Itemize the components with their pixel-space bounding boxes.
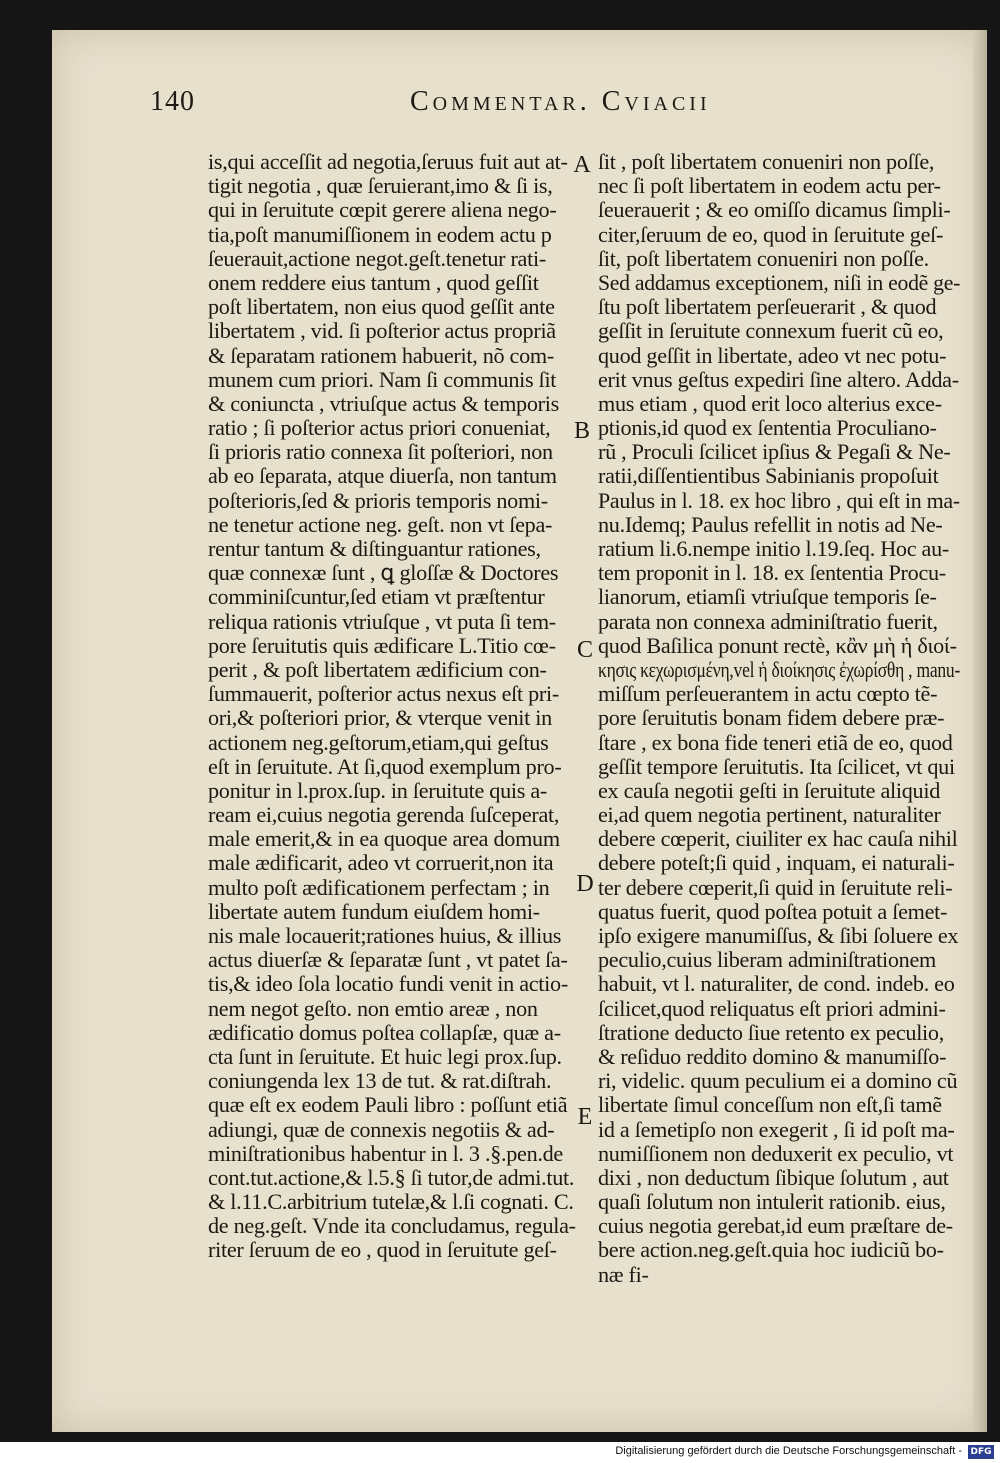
left-column-line: & l.11.C.arbitrium tutelæ,& l.ſi cognati. C. bbox=[208, 1190, 574, 1215]
left-column-line: reliqua rationis vtriuſque , vt puta ſi tem- bbox=[208, 609, 556, 634]
left-column-line: ne tenetur actione neg. geſt. non vt ſepa- bbox=[208, 512, 553, 537]
right-column-line: ſtare , ex bona fide teneri etiã de eo, quod bbox=[598, 730, 953, 755]
right-column-line: ipſo exigere manumiſſus, & ſibi ſoluere ex bbox=[598, 924, 959, 948]
margin-letter-c: C bbox=[576, 637, 593, 663]
left-column-line: tigit negotia , quæ ſeruierant,imo & ſi is, bbox=[208, 174, 553, 199]
left-column-line: coniungenda lex 13 de tut. & rat.diſtrah. bbox=[208, 1069, 552, 1094]
footer-bar bbox=[0, 1442, 1000, 1463]
left-column-line: eſt in ſeruitute. At ſi,quod exemplum pro- bbox=[208, 754, 562, 779]
left-column-line: male ædificarit, adeo vt corruerit,non ita bbox=[208, 851, 554, 876]
right-column-line: næ fi- bbox=[598, 1262, 649, 1287]
right-column-line: dixi , non deductum ſibique ſolutum , aut bbox=[598, 1165, 949, 1190]
left-column-line: actus diuerſæ & ſeparatæ ſunt , vt patet ſa- bbox=[208, 948, 568, 973]
left-column-line: ædificatio domus poſtea collapſæ, quæ a- bbox=[208, 1020, 561, 1045]
left-column-line: actionem neg.geſtorum,etiam,qui geſtus bbox=[208, 730, 549, 755]
left-column-line: tis,& ideo ſola locatio fundi venit in actio- bbox=[208, 972, 568, 997]
margin-letter-b: B bbox=[573, 418, 590, 444]
left-column-line: quæ connexæ ſunt , ꝗ gloſſæ & Doctores bbox=[208, 561, 559, 586]
left-column-line: riter ſeruum de eo , quod in ſeruitute geſ- bbox=[208, 1238, 557, 1263]
right-column-line: ptionis,id quod ex ſententia Proculiano- bbox=[598, 416, 937, 441]
left-column-line: perit , & poſt libertatem ædificium con- bbox=[208, 657, 547, 682]
right-column-line: ſtu poſt libertatem perſeuerarit , & quod bbox=[598, 295, 937, 320]
right-column-line: ri, videlic. quum peculium ei a domino cũ bbox=[598, 1069, 958, 1094]
right-column-line: quaſi ſolutum non intulerit rationib. eius, bbox=[598, 1190, 946, 1215]
running-title: Commentar. Cviacii bbox=[410, 86, 711, 117]
left-column-line: comminiſcuntur,ſed etiam vt præſtentur bbox=[208, 585, 545, 610]
left-column-line: multo poſt ædificationem perfectam ; in bbox=[208, 875, 550, 900]
right-column-line: pore ſeruitutis bonam fidem debere præ- bbox=[598, 706, 945, 731]
page-edge bbox=[973, 30, 987, 1432]
funding-notice: Digitalisierung gefördert durch die Deutsche Forschungsgemeinschaft - bbox=[615, 1445, 962, 1457]
left-column-line: rentur tantum & diſtinguantur rationes, bbox=[208, 537, 541, 561]
right-column-line: ſeuerauerit ; & eo omiſſo dicamus ſimpli- bbox=[598, 198, 951, 223]
right-column-line: ratii,diſſentientibus Sabinianis propoſuit bbox=[598, 464, 939, 489]
right-column-line: numiſſionem non deduxerit ex peculio, vt bbox=[598, 1141, 954, 1166]
right-column-line: ei,ad quem negotia pertinent, naturaliter bbox=[598, 803, 941, 828]
right-column-line: ſtratione deducto ſiue retento ex peculio, bbox=[598, 1020, 944, 1045]
left-column-line: pore ſeruitutis quis ædificare L.Titio cœ- bbox=[208, 633, 556, 658]
left-column-line: adiungi, quæ de connexis negotiis & ad- bbox=[208, 1117, 555, 1142]
right-column-line: lianorum, etiamſi vtriuſque temporis ſe- bbox=[598, 585, 937, 610]
right-column-line: nu.Idemq; Paulus refellit in notis ad Ne- bbox=[598, 512, 943, 537]
right-column-line: κησις κεχωρισμένη,vel ἡ διοίκησις ἐχωρίσθη , manu- bbox=[598, 657, 960, 682]
left-column-line: libertatem , vid. ſi poſterior actus propriã bbox=[208, 319, 556, 344]
right-column-line: quod Baſilica ponunt rectè, κἂν μὴ ἡ διοί- bbox=[598, 633, 957, 658]
left-column-line: miniſtrationibus habentur in l. 3 .§.pen.de bbox=[208, 1141, 563, 1166]
dfg-logo: DFG bbox=[968, 1445, 994, 1459]
left-column-line: cont.tut.actione,& l.5.§ ſi tutor,de admi.tut. bbox=[208, 1165, 575, 1190]
right-column-line: quatus fuerit, quod poſtea potuit a ſemet- bbox=[598, 899, 948, 924]
left-column-line: quæ eſt ex eodem Pauli libro : poſſunt etiã bbox=[208, 1093, 568, 1118]
right-column-line: geſſit tempore ſeruitutis. Ita ſcilicet, vt qui bbox=[598, 754, 955, 779]
left-column-line: is,qui acceſſit ad negotia,ſeruus fuit aut at- bbox=[208, 150, 568, 174]
right-column-line: geſſit in ſeruitute connexum fuerit cũ eo, bbox=[598, 319, 944, 344]
right-column-line: citer,ſeruum de eo, quod in ſeruitute geſ- bbox=[598, 222, 944, 247]
right-column-line: ſit, poſt libertatem conueniri non poſſe. bbox=[598, 246, 929, 271]
left-column-line: & coniuncta , vtriuſque actus & temporis bbox=[208, 391, 559, 416]
right-column-line: ex cauſa negotii geſti in ſeruitute aliquid bbox=[598, 778, 940, 803]
left-column-line: poſterioris,ſed & prioris temporis nomi- bbox=[208, 488, 548, 513]
right-column-line: ſcilicet,quod reliquatus eſt priori admini- bbox=[598, 996, 946, 1021]
left-column-line: poſt libertatem, non eius quod geſſit ante bbox=[208, 295, 555, 320]
left-column-line: qui in ſeruitute cœpit gerere aliena nego- bbox=[208, 198, 557, 223]
margin-letter-a: A bbox=[573, 152, 591, 178]
left-column-line: munem cum priori. Nam ſi communis ſit bbox=[208, 367, 557, 392]
margin-letter-d: D bbox=[576, 871, 594, 897]
left-column-line: ab eo ſeparata, atque diuerſa, non tantum bbox=[208, 464, 557, 489]
left-column-line: tia,poſt manumiſſionem in eodem actu p bbox=[208, 222, 552, 247]
right-text-column bbox=[598, 150, 960, 1287]
right-column-line: nec ſi poſt libertatem in eodem actu per- bbox=[598, 174, 941, 199]
right-column-line: Paulus in l. 18. ex hoc libro , qui eſt in ma- bbox=[598, 488, 960, 513]
left-column-line: ratio ; ſi poſterior actus priori conueniat, bbox=[208, 416, 551, 441]
left-column-line: onem reddere eius tantum , quod geſſit bbox=[208, 270, 539, 295]
right-column-line: habuit, vt l. naturaliter, de cond. indeb. eo bbox=[598, 972, 955, 997]
left-column-line: ori,& poſteriori prior, & vterque venit in bbox=[208, 706, 552, 731]
right-column-line: libertate ſimul conceſſum non eſt,ſi tamẽ bbox=[598, 1093, 942, 1118]
left-column-line: ponitur in l.prox.ſup. in ſeruitute quis a- bbox=[208, 778, 547, 803]
right-column-line: parata non connexa adminiſtratio fuerit, bbox=[598, 609, 938, 634]
left-column-line: & ſeparatam rationem habuerit, nõ com- bbox=[208, 343, 554, 368]
left-column-line: ſeuerauit,actione negot.geſt.tenetur rati- bbox=[208, 246, 546, 271]
right-column-line: cuius negotia gerebat,id eum præſtare de- bbox=[598, 1214, 953, 1239]
right-column-line: debere poteſt;ſi quid , inquam, ei naturali- bbox=[598, 851, 955, 876]
left-column-line: libertate autem fundum eiuſdem homi- bbox=[208, 899, 540, 924]
right-column-line: ratium li.6.nempe initio l.19.ſeq. Hoc au- bbox=[598, 537, 949, 561]
right-column-line: debere cœperit, ciuiliter ex hac cauſa nihil bbox=[598, 827, 958, 852]
left-column-line: ream ei,cuius negotia gerenda ſuſceperat, bbox=[208, 803, 560, 828]
right-column-line: Sed addamus exceptionem, niſi in eodẽ ge- bbox=[598, 270, 960, 295]
right-column-line: miſſum perſeuerantem in actu cœpto tẽ- bbox=[598, 682, 938, 707]
right-column-line: tem proponit in l. 18. ex ſententia Procu- bbox=[598, 561, 946, 586]
running-head bbox=[150, 86, 810, 122]
right-column-line: rũ , Proculi ſcilicet ipſius & Pegaſi & Ne- bbox=[598, 440, 951, 465]
left-column-line: cta ſunt in ſeruitute. Et huic legi prox.ſup. bbox=[208, 1044, 562, 1069]
page-number: 140 bbox=[150, 86, 195, 117]
right-column-line: quod geſſit in libertate, adeo vt nec potu- bbox=[598, 343, 947, 368]
right-column-line: bere action.neg.geſt.quia hoc iudiciũ bo- bbox=[598, 1238, 944, 1263]
left-column-line: ſi prioris ratio connexa ſit poſteriori, non bbox=[208, 440, 553, 465]
right-column-line: & reſiduo reddito domino & manumiſſo- bbox=[598, 1044, 947, 1069]
left-column-line: ſummauerit, poſterior actus nexus eſt pri- bbox=[208, 682, 559, 707]
left-column-line: de neg.geſt. Vnde ita concludamus, regula- bbox=[208, 1214, 576, 1239]
left-text-column bbox=[208, 150, 580, 1263]
right-column-line: erit vnus geſtus expediri ſine altero. Adda- bbox=[598, 367, 959, 392]
right-column-line: peculio,cuius liberam adminiſtrationem bbox=[598, 948, 936, 973]
margin-letter-e: E bbox=[577, 1104, 593, 1130]
left-column-line: nis male locauerit;rationes huius, & illius bbox=[208, 924, 562, 948]
left-column-line: male emerit,& in ea quoque area domum bbox=[208, 827, 560, 852]
right-column-line: ſit , poſt libertatem conueniri non poſſe, bbox=[598, 150, 935, 174]
right-column-line: mus etiam , quod erit loco alterius exce- bbox=[598, 391, 942, 416]
right-column-line: ter debere cœperit,ſi quid in ſeruitute reli- bbox=[598, 875, 953, 900]
right-column-line: id a ſemetipſo non exegerit , ſi id poſt ma- bbox=[598, 1117, 955, 1142]
left-column-line: nem negot geſto. non emtio areæ , non bbox=[208, 996, 538, 1021]
